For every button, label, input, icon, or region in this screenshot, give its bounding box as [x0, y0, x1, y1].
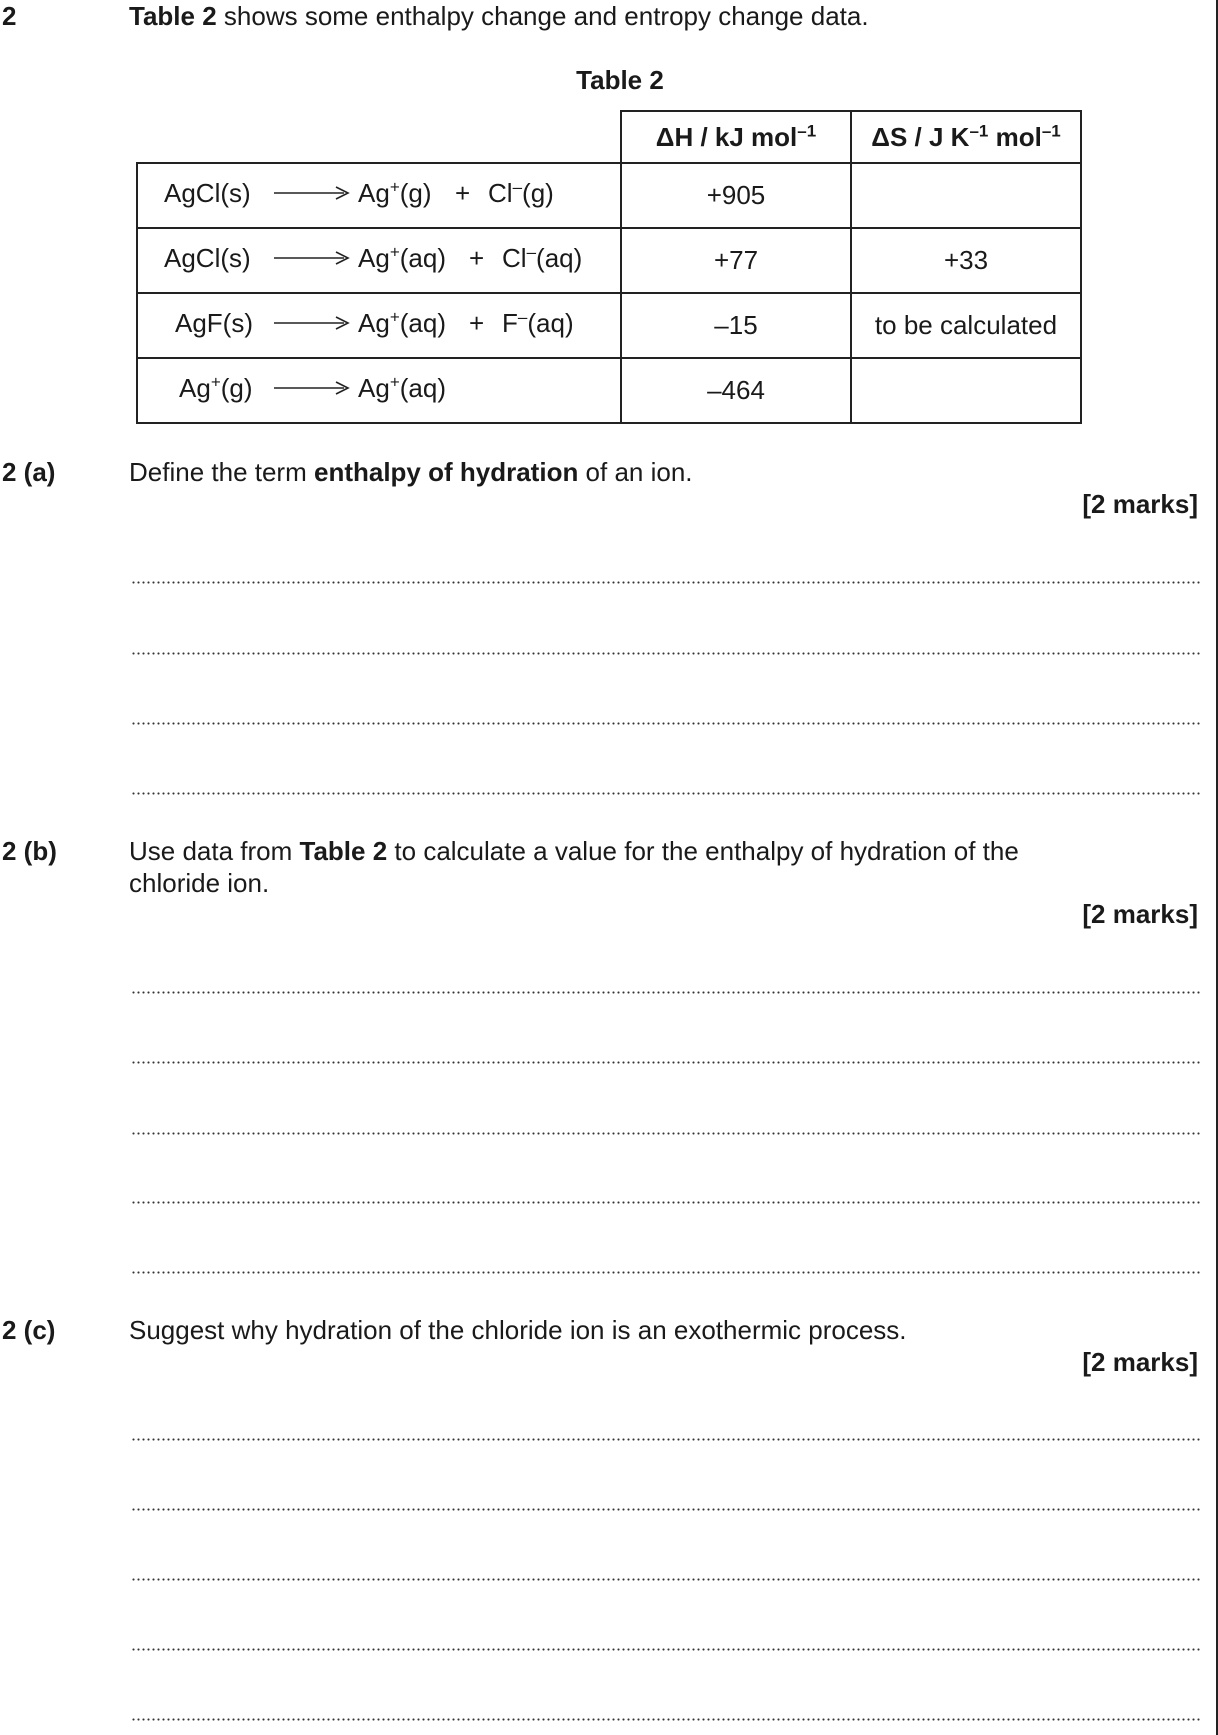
part-b-text-line2: chloride ion. [129, 868, 270, 898]
reaction-arrow-icon [274, 178, 350, 215]
answer-line[interactable] [131, 581, 1200, 584]
answer-line[interactable] [131, 792, 1200, 795]
question-intro [129, 0, 869, 32]
ds-cell: +33 [851, 228, 1081, 293]
part-b-marks: [2 marks] [1082, 899, 1198, 929]
answer-line[interactable] [131, 652, 1200, 655]
answer-line[interactable] [131, 1438, 1200, 1441]
part-b-label: 2 (b) [2, 836, 57, 866]
dh-cell: –15 [621, 293, 851, 358]
reaction-arrow-icon [274, 243, 350, 280]
equation-cell: AgCl(s) Ag+(g) + Cl–(g) [137, 163, 621, 228]
equation-cell: AgCl(s) Ag+(aq) + Cl–(aq) [137, 228, 621, 293]
header-blank [137, 111, 621, 163]
reaction-arrow-icon [274, 373, 350, 410]
part-c-label: 2 (c) [2, 1315, 56, 1345]
answer-line[interactable] [131, 1132, 1200, 1135]
answer-line[interactable] [131, 1508, 1200, 1511]
table-row [137, 358, 1081, 423]
part-a-label: 2 (a) [2, 457, 56, 487]
question-number: 2 [2, 1, 17, 31]
table-header-row [137, 111, 1081, 163]
answer-line[interactable] [131, 1648, 1200, 1651]
header-dh: ΔH / kJ mol$^{-1}$ [621, 111, 851, 163]
part-c-marks: [2 marks] [1082, 1347, 1198, 1377]
equation-cell: Ag+(g) Ag+(aq) [137, 358, 621, 423]
answer-line[interactable] [131, 1578, 1200, 1581]
dh-cell: –464 [621, 358, 851, 423]
dh-cell: +77 [621, 228, 851, 293]
intro-text: shows some enthalpy change and entropy change data. [216, 1, 869, 31]
part-b-text: Use data from Table 2 to calculate a value for the enthalpy of hydration of the [129, 836, 1019, 866]
dh-cell: +905 [621, 163, 851, 228]
intro-bold: Table 2 [129, 1, 217, 31]
equation-cell: AgF(s) Ag+(aq) + F–(aq) [137, 293, 621, 358]
table-row [137, 293, 1081, 358]
answer-line[interactable] [131, 722, 1200, 725]
answer-line[interactable] [131, 1718, 1200, 1721]
data-table [136, 110, 1082, 424]
table-caption: Table 2 [576, 65, 664, 95]
answer-line[interactable] [131, 1201, 1200, 1204]
part-c-text: Suggest why hydration of the chloride ion is an exothermic process. [129, 1315, 907, 1345]
answer-line[interactable] [131, 991, 1200, 994]
answer-line[interactable] [131, 1271, 1200, 1274]
part-a-text: Define the term enthalpy of hydration of an ion. [129, 457, 693, 487]
ds-cell [851, 358, 1081, 423]
ds-cell [851, 163, 1081, 228]
ds-cell: to be calculated [851, 293, 1081, 358]
table-row [137, 163, 1081, 228]
table-row [137, 228, 1081, 293]
part-a-marks: [2 marks] [1082, 489, 1198, 519]
reaction-arrow-icon [274, 308, 350, 345]
header-ds: ΔS / J $K^{-1}$ mol$^{-1}$ [851, 111, 1081, 163]
answer-line[interactable] [131, 1061, 1200, 1064]
